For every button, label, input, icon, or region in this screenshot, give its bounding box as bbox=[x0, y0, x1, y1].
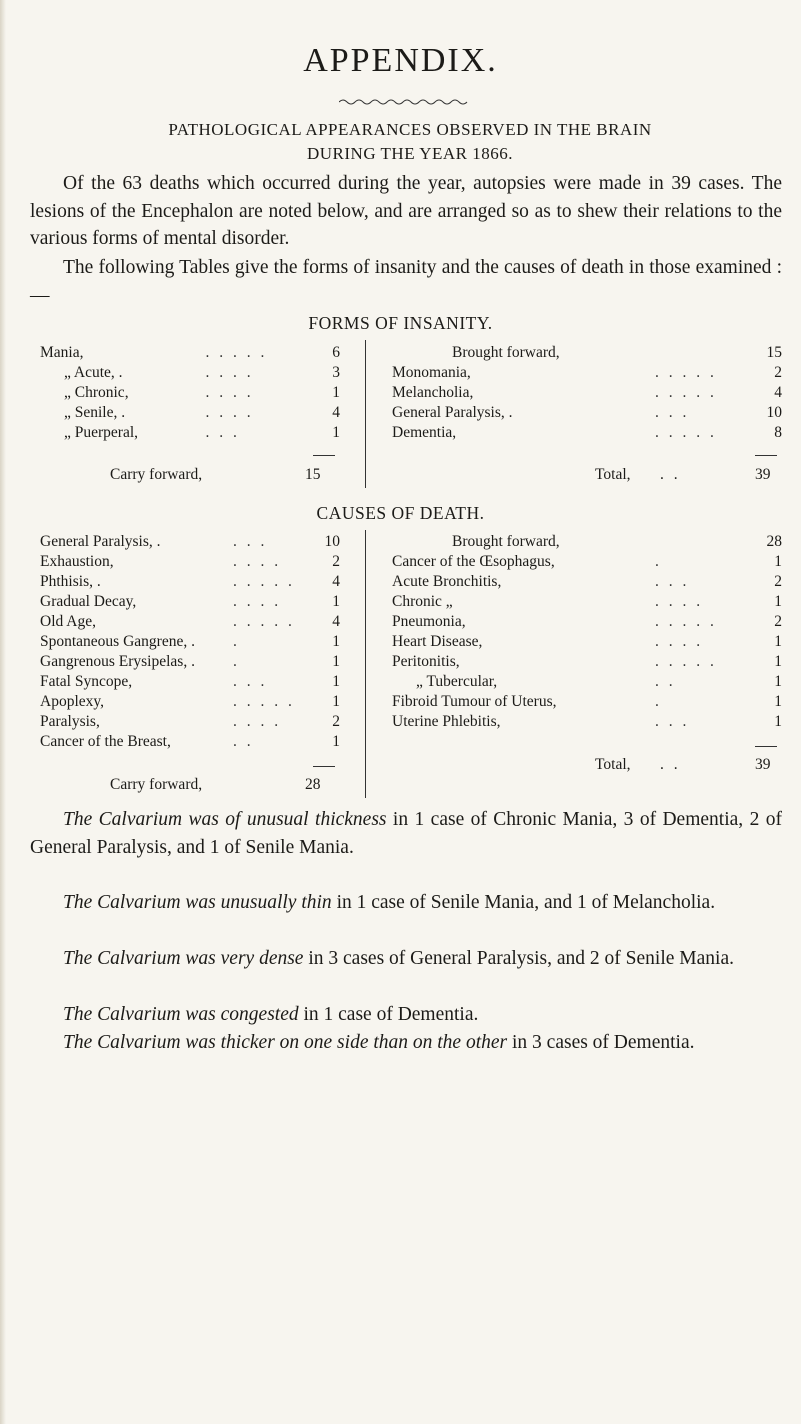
table-row: Paralysis, . . . . 2 bbox=[40, 713, 340, 730]
page-edge-shadow bbox=[0, 0, 6, 1424]
table-row: Pneumonia, . . . . . 2 bbox=[392, 613, 782, 630]
table-row: Brought forward, 28 bbox=[452, 533, 782, 550]
causes-total-label: Total, bbox=[595, 756, 631, 773]
forms-carry-value: 15 bbox=[305, 466, 321, 483]
table-row: Dementia, . . . . . 8 bbox=[392, 424, 782, 441]
forms-right-table bbox=[392, 343, 782, 443]
forms-table-title: FORMS OF INSANITY. bbox=[308, 313, 493, 333]
total-rule bbox=[755, 746, 777, 747]
table-row: Melancholia, . . . . . 4 bbox=[392, 384, 782, 401]
table-row: Gangrenous Erysipelas, . . 1 bbox=[40, 653, 340, 670]
causes-total-dots: . . bbox=[660, 756, 681, 773]
forms-carry-label: Carry forward, bbox=[110, 466, 203, 483]
causes-carry-label: Carry forward, bbox=[110, 776, 203, 793]
table-row: Mania, . . . . . 6 bbox=[40, 344, 340, 361]
table-row: „ Chronic, . . . . 1 bbox=[64, 384, 340, 401]
table-row: Brought forward, 15 bbox=[452, 344, 782, 361]
page-title: APPENDIX. bbox=[303, 42, 498, 79]
forms-total-label: Total, bbox=[595, 466, 631, 483]
table-row: Acute Bronchitis, . . . 2 bbox=[392, 573, 782, 590]
intro-paragraph-2: The following Tables give the forms of insanity and the causes of death in those examined :— bbox=[30, 257, 782, 306]
subtotal-rule bbox=[313, 455, 335, 456]
table-row: General Paralysis, . . . . 10 bbox=[392, 404, 782, 421]
finding-paragraph: The Calvarium was very dense in 3 cases of General Paralysis, and 2 of Senile Mania. bbox=[63, 948, 734, 969]
column-divider bbox=[365, 340, 366, 488]
causes-left-table bbox=[40, 532, 340, 752]
finding-paragraph: The Calvarium was of unusual thickness in 1 case of Chronic Mania, 3 of Dementia, 2 of General Paralysis, and 1 of Senile Mania. bbox=[30, 809, 782, 858]
finding-paragraph: The Calvarium was thicker on one side than on the other in 3 cases of Dementia. bbox=[63, 1032, 695, 1053]
section-heading-line2: DURING THE YEAR 1866. bbox=[307, 144, 513, 163]
table-row: Cancer of the Breast, . . 1 bbox=[40, 733, 340, 750]
table-row: Gradual Decay, . . . . 1 bbox=[40, 593, 340, 610]
table-row: General Paralysis, . . . . 10 bbox=[40, 533, 340, 550]
forms-total-dots: . . bbox=[660, 466, 681, 483]
table-row: „ Acute, . . . . . 3 bbox=[64, 364, 340, 381]
table-row: Old Age, . . . . . 4 bbox=[40, 613, 340, 630]
causes-total-value: 39 bbox=[755, 756, 771, 773]
causes-carry-value: 28 bbox=[305, 776, 321, 793]
subtotal-rule bbox=[313, 766, 335, 767]
table-row: Apoplexy, . . . . . 1 bbox=[40, 693, 340, 710]
forms-left-table bbox=[40, 343, 340, 443]
table-row: Fatal Syncope, . . . 1 bbox=[40, 673, 340, 690]
table-row: Spontaneous Gangrene, . . 1 bbox=[40, 633, 340, 650]
total-rule bbox=[755, 455, 777, 456]
table-row: Chronic „ . . . . 1 bbox=[392, 593, 782, 610]
causes-table-title: CAUSES OF DEATH. bbox=[316, 503, 485, 523]
forms-total-value: 39 bbox=[755, 466, 771, 483]
table-row: Cancer of the Œsophagus, . 1 bbox=[392, 553, 782, 570]
table-row: Peritonitis, . . . . . 1 bbox=[392, 653, 782, 670]
intro-paragraph-1: Of the 63 deaths which occurred during the year, autopsies were made in 39 cases. The lesions of the Encephalon are noted below, and are arranged so as to shew their relations to the various forms of mental disorder. bbox=[30, 173, 782, 249]
finding-paragraph: The Calvarium was congested in 1 case of Dementia. bbox=[63, 1004, 479, 1025]
table-row: „ Tubercular, . . 1 bbox=[416, 673, 782, 690]
section-heading-line1: PATHOLOGICAL APPEARANCES OBSERVED IN THE BRAIN bbox=[168, 120, 652, 139]
table-row: Exhaustion, . . . . 2 bbox=[40, 553, 340, 570]
table-row: Phthisis, . . . . . . 4 bbox=[40, 573, 340, 590]
table-row: Uterine Phlebitis, . . . 1 bbox=[392, 713, 782, 730]
table-row: „ Puerperal, . . . 1 bbox=[64, 424, 340, 441]
column-divider bbox=[365, 530, 366, 798]
table-row: „ Senile, . . . . . 4 bbox=[64, 404, 340, 421]
causes-right-table bbox=[392, 532, 782, 732]
wavy-ornament bbox=[339, 98, 469, 106]
finding-paragraph: The Calvarium was unusually thin in 1 case of Senile Mania, and 1 of Melancholia. bbox=[63, 892, 716, 913]
table-row: Monomania, . . . . . 2 bbox=[392, 364, 782, 381]
table-row: Heart Disease, . . . . 1 bbox=[392, 633, 782, 650]
table-row: Fibroid Tumour of Uterus, . 1 bbox=[392, 693, 782, 710]
